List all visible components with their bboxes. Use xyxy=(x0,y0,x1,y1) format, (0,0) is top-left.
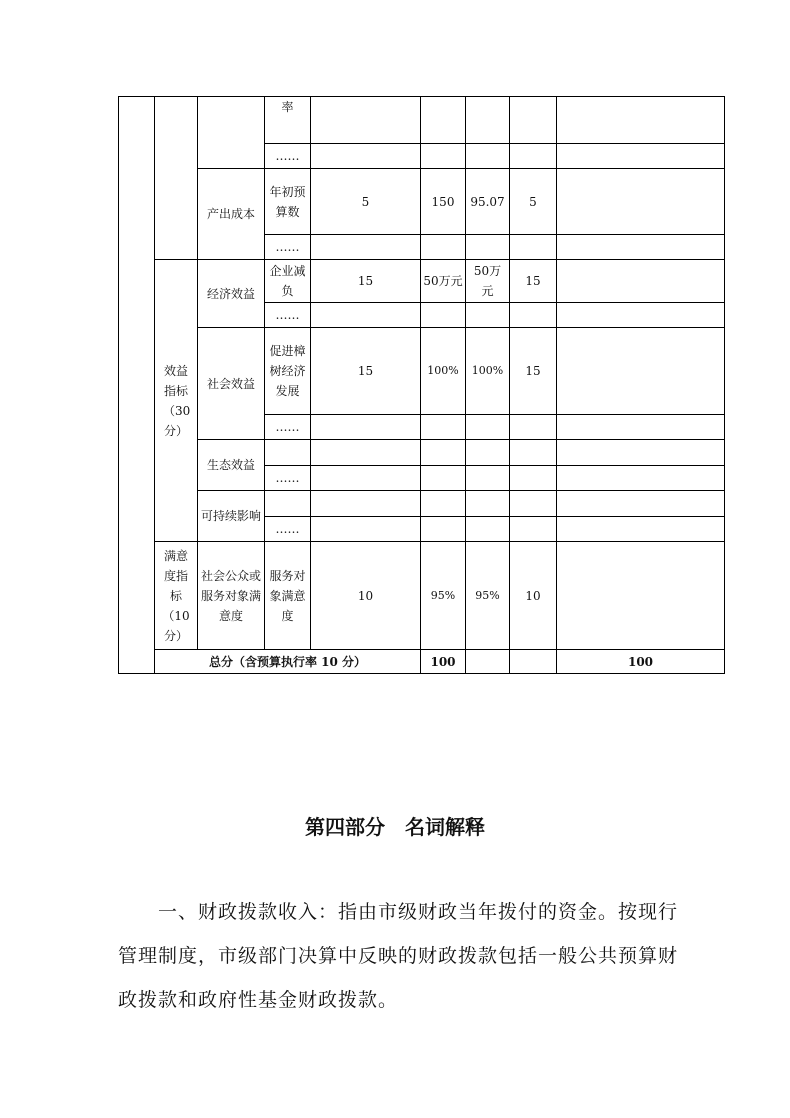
indicator-ellipsis: …… xyxy=(265,303,311,328)
score-cell: 5 xyxy=(510,169,557,235)
performance-table xyxy=(118,96,725,674)
subcategory-satisfaction: 社会公众或服务对象满意度 xyxy=(198,542,265,650)
total-weight: 100 xyxy=(421,650,466,674)
indicator-ellipsis: …… xyxy=(265,517,311,542)
target-cell: 100% xyxy=(421,328,466,415)
weight-cell: 5 xyxy=(311,169,421,235)
definition-paragraph: 一、财政拨款收入：指由市级财政当年拨付的资金。按现行管理制度，市级部门决算中反映的财政拨款包括一般公共预算财政拨款和政府性基金财政拨款。 xyxy=(118,901,679,1011)
subcategory-output-cost: 产出成本 xyxy=(198,169,265,260)
actual-cell: 100% xyxy=(466,328,510,415)
indicator-ellipsis: …… xyxy=(265,235,311,260)
target-cell: 50万元 xyxy=(421,260,466,303)
total-label: 总分（含预算执行率 10 分） xyxy=(155,650,421,674)
indicator-cell: 率 xyxy=(265,97,311,144)
actual-cell: 50万元 xyxy=(466,260,510,303)
level2-cell-empty xyxy=(155,97,198,260)
indicator-cell: 服务对象满意度 xyxy=(265,542,311,650)
indicator-cell: 企业减负 xyxy=(265,260,311,303)
indicator-ellipsis: …… xyxy=(265,466,311,491)
subcategory-empty xyxy=(198,97,265,169)
score-cell: 10 xyxy=(510,542,557,650)
level1-cell-empty xyxy=(119,97,155,674)
weight-cell: 15 xyxy=(311,328,421,415)
indicator-cell: 年初预算数 xyxy=(265,169,311,235)
section-title: 第四部分 名词解释 xyxy=(305,815,485,839)
actual-cell: 95% xyxy=(466,542,510,650)
indicator-cell: 促进樟树经济发展 xyxy=(265,328,311,415)
satisfaction-indicator-group: 满意度指标（10分） xyxy=(155,542,198,650)
score-cell: 15 xyxy=(510,260,557,303)
score-cell: 15 xyxy=(510,328,557,415)
subcategory-social: 社会效益 xyxy=(198,328,265,440)
indicator-ellipsis: …… xyxy=(265,415,311,440)
benefit-indicator-group: 效益指标（30分） xyxy=(155,260,198,542)
total-score: 100 xyxy=(557,650,725,674)
subcategory-ecological: 生态效益 xyxy=(198,440,265,491)
indicator-ellipsis: …… xyxy=(265,144,311,169)
actual-cell: 95.07 xyxy=(466,169,510,235)
target-cell: 95% xyxy=(421,542,466,650)
weight-cell: 10 xyxy=(311,542,421,650)
subcategory-sustainable: 可持续影响 xyxy=(198,491,265,542)
subcategory-economic: 经济效益 xyxy=(198,260,265,328)
weight-cell: 15 xyxy=(311,260,421,303)
target-cell: 150 xyxy=(421,169,466,235)
